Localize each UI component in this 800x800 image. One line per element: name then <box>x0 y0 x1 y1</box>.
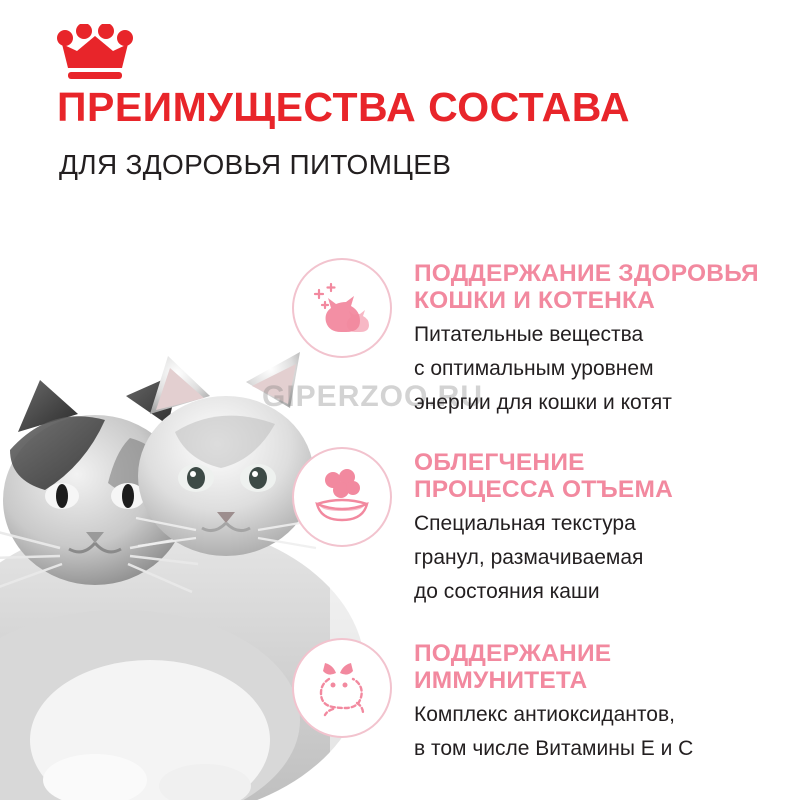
watermark: GIPERZOO.RU <box>262 380 484 413</box>
benefit-heading-line1: ОБЛЕГЧЕНИЕ <box>414 449 585 476</box>
page-subtitle: ДЛЯ ЗДОРОВЬЯ ПИТОМЦЕВ <box>59 149 452 180</box>
benefit-body-line2: в том числе Витамины Е и С <box>414 736 694 760</box>
food-bowl-icon <box>292 447 392 547</box>
benefit-text <box>414 447 673 606</box>
benefit-body-line2: гранул, размачиваемая <box>414 545 644 569</box>
benefit-text <box>414 258 759 417</box>
kitten-shield-icon <box>292 638 392 738</box>
benefit-body-line1: Специальная текстура <box>414 511 636 535</box>
benefit-heading-line1: ПОДДЕРЖАНИЕ <box>414 640 612 667</box>
benefit-item <box>292 447 673 606</box>
benefit-heading-line2: ИММУНИТЕТА <box>414 667 588 695</box>
benefit-item <box>292 258 759 417</box>
benefit-item <box>292 638 693 763</box>
benefit-heading-line2: КОШКИ И КОТЕНКА <box>414 287 656 315</box>
benefit-text <box>414 638 693 763</box>
benefit-body-line3: до состояния каши <box>414 579 600 603</box>
cat-with-kitten-icon <box>292 258 392 358</box>
benefit-body-line1: Питательные вещества <box>414 322 644 346</box>
crown-icon <box>56 24 134 84</box>
benefit-body-line3: энергии для кошки и котят <box>414 390 672 414</box>
benefit-heading-line1: ПОДДЕРЖАНИЕ ЗДОРОВЬЯ <box>414 260 759 287</box>
page-title: ПРЕИМУЩЕСТВА СОСТАВА <box>57 84 630 130</box>
benefit-heading-line2: ПРОЦЕССА ОТЪЕМА <box>414 476 673 504</box>
benefit-body-line2: с оптимальным уровнем <box>414 356 654 380</box>
benefit-body-line1: Комплекс антиоксидантов, <box>414 702 675 726</box>
